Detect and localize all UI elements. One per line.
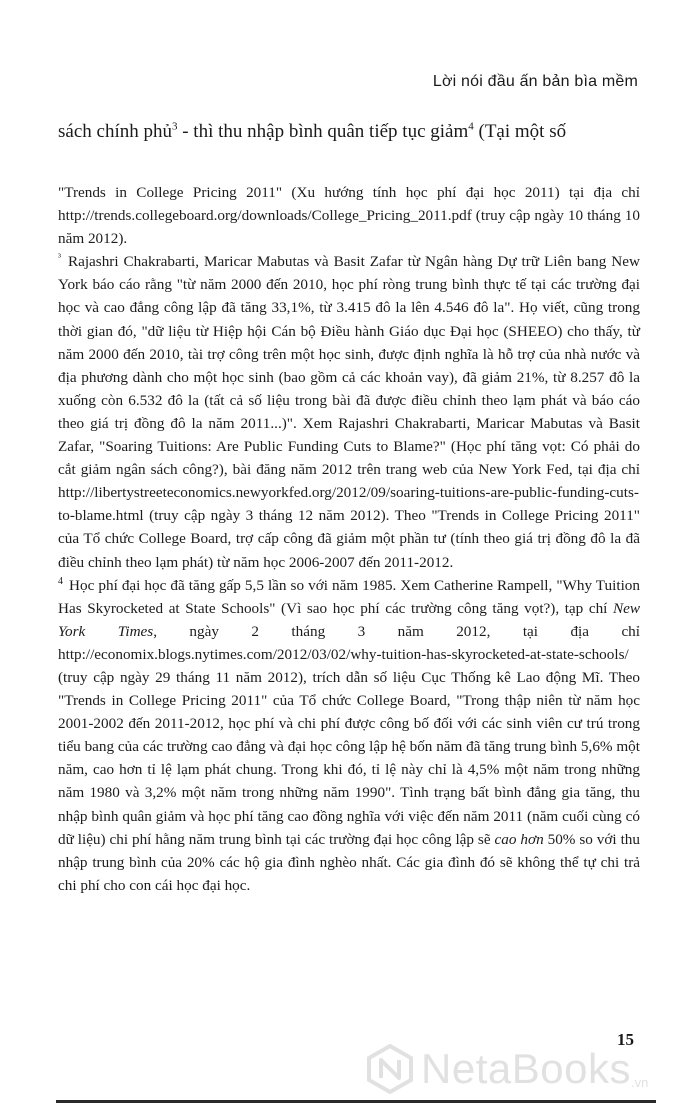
footnote-ref-4: 4 bbox=[468, 120, 474, 133]
footnote-ref-3: 3 bbox=[171, 120, 178, 133]
footnote-2-tail bbox=[58, 181, 640, 250]
footnote-4-text-b: , ngày 2 tháng 3 năm 2012, tại địa chỉ http://economix.blogs.nytimes.com/2012/03/02/why-tuition-has-skyrocketed-at-state-schools/ (truy cập ngày 29 tháng 11 năm 2012), trích dẫn số liệu Cục Thống kê Lao động Mĩ. Theo "Trends in College Pricing 2011" của Tổ chức College Board, "Trong thập niên từ năm học 2001-2002 đến 2011-2012, học phí và chi phí được công bố đối với các sinh viên cư trú trong tiểu bang của các trường cao đẳng và đại học công lập hệ bốn năm đã tăng trung bình 5,6% một năm, cao hơn tỉ lệ lạm phát chung. Trong khi đó, tỉ lệ này chỉ là 4,5% một năm trong những năm 1980 và 3,2% một năm trong những năm 1990". Tình trạng bất bình đẳng gia tăng, thu nhập bình quân giảm và học phí tăng cao đồng nghĩa với việc đến năm 2011 (năm cuối cùng có dữ liệu) chi phí hằng năm trung bình tại các trường đại học công lập sẽ bbox=[58, 622, 640, 848]
footnotes-block bbox=[58, 181, 640, 897]
footnote-4 bbox=[58, 574, 640, 897]
running-head: Lời nói đầu ấn bản bìa mềm bbox=[432, 73, 638, 90]
footnote-4-marker: 4 bbox=[58, 575, 63, 587]
footnote-4-text-a: Học phí đại học đã tăng gấp 5,5 lần so với năm 1985. Xem Catherine Rampell, "Why Tuition Has Skyrocketed at State Schools" (Vì sao học phí các trường công tăng vọt?), tạp chí bbox=[58, 576, 640, 617]
continued-text-2: - thì thu nhập bình quân tiếp tục giảm bbox=[177, 121, 469, 142]
footnote-3 bbox=[58, 250, 640, 573]
continued-paragraph bbox=[58, 121, 658, 143]
netabooks-logo-icon bbox=[365, 1044, 415, 1094]
watermark bbox=[365, 1038, 695, 1100]
footnote-3-marker: ³ bbox=[58, 252, 61, 264]
footnote-2-text: "Trends in College Pricing 2011" (Xu hướng tính học phí đại học 2011) tại địa chỉ http://trends.collegeboard.org/downloads/College_Pricing_2011.pdf (truy cập ngày 10 tháng 10 năm 2012). bbox=[58, 184, 640, 248]
watermark-brand: NetaBooks bbox=[421, 1045, 631, 1092]
footnote-4-text-c: 50% so với thu nhập trung bình của 20% các hộ gia đình nghèo nhất. Các gia đình đó sẽ không thể tự chi trả chi phí cho con cái học đại học. bbox=[58, 830, 640, 894]
footnote-4-publication: New York Times bbox=[58, 599, 640, 640]
continued-text-3: (Tại một số bbox=[473, 121, 567, 142]
footnote-4-emphasis: cao hơn bbox=[494, 830, 544, 848]
watermark-domain: .vn bbox=[630, 1075, 649, 1090]
footnote-3-text: Rajashri Chakrabarti, Maricar Mabutas và Basit Zafar từ Ngân hàng Dự trữ Liên bang New York báo cáo rằng "từ năm 2000 đến 2010, học phí ròng trung bình thực tế tại các trường đại học và cao đẳng công lập đã tăng 33,1%, từ 3.415 đô la lên 4.546 đô la". Họ viết, cũng trong thời gian đó, "dữ liệu từ Hiệp hội Cán bộ Điều hành Giáo dục Đại học (SHEEO) cho thấy, từ năm 2000 đến 2010, tài trợ công trên một học sinh, được định nghĩa là hỗ trợ của nhà nước và địa phương dành cho một học sinh (bao gồm cả các khoản vay), đã giảm 21%, từ 8.257 đô la xuống còn 6.532 đô la (tất cả số liệu trong bài đã được điều chỉnh theo lạm phát và báo cáo theo giá trị đồng đô la năm 2011...)". Xem Rajashri Chakrabarti, Maricar Mabutas và Basit Zafar, "Soaring Tuitions: Are Public Funding Cuts to Blame?" (Học phí tăng vọt: Có phải do cắt giảm ngân sách công?), bài đăng năm 2012 trên trang web của New York Fed, tại địa chỉ http://libertystreeteconomics.newyorkfed.org/2012/09/soaring-tuitions-are-public-funding-cuts-to-blame.html (truy cập ngày 3 tháng 12 năm 2012). Theo "Trends in College Pricing 2011" của Tổ chức College Board, trợ cấp công đã giảm một phần tư (tính theo giá trị đồng đô la đã điều chỉnh theo lạm phát) từ năm học 2006-2007 đến 2011-2012. bbox=[58, 253, 640, 571]
continued-text-1: sách chính phủ bbox=[58, 121, 172, 142]
bottom-edge-rule bbox=[56, 1100, 656, 1103]
page-number: 15 bbox=[617, 1030, 634, 1049]
